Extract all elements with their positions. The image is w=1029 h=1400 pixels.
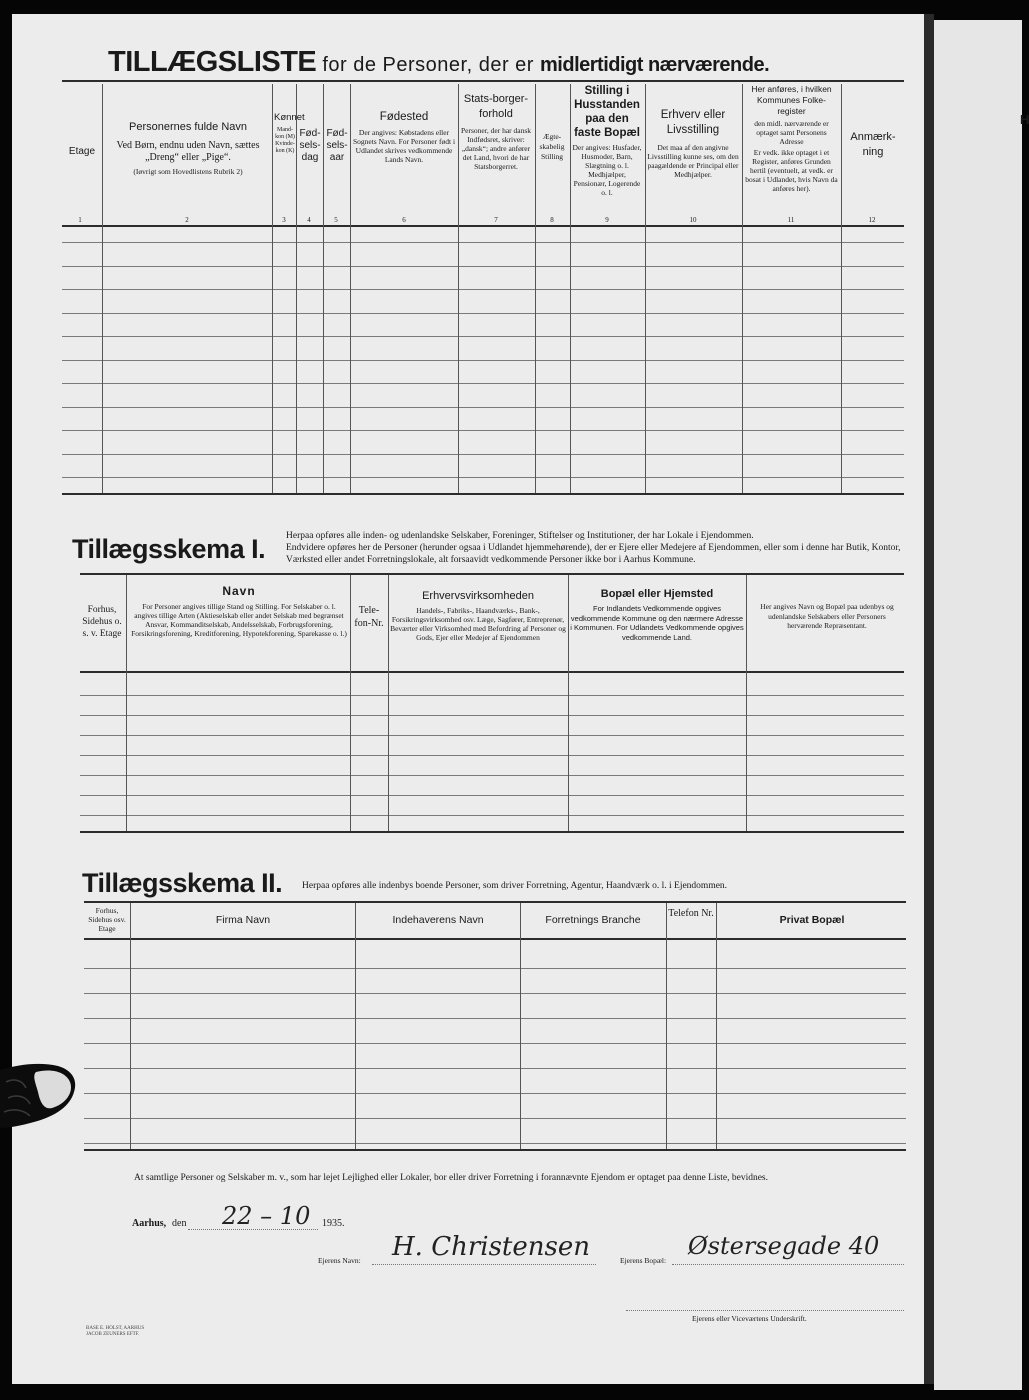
col-statsborger-title: Stats-borger-forhold: [463, 93, 529, 120]
col-foedselsaar-title: Fød-sels-aar: [326, 128, 348, 163]
handwritten-date: 22 – 10: [222, 1202, 311, 1230]
column-number: 12: [868, 216, 876, 224]
table-row-line: [62, 289, 904, 290]
col-stilling-sub: Der angives: Husfader, Husmoder, Barn, Slægtning o. l. Medhjælper, Pensionær, Logerende o. l.: [572, 143, 642, 197]
printer-imprint: BASE E. HOLST, AARHUS JACOB ZEUNERS EFTF.: [86, 1326, 145, 1337]
column-number: 11: [787, 216, 795, 224]
owner-name-label: Ejerens Navn:: [318, 1256, 361, 1265]
table-row-line: [84, 968, 906, 969]
thumb-image: [0, 1062, 78, 1132]
table-row-line: [62, 336, 904, 337]
title-rest: for de Personer, der er: [316, 54, 541, 76]
title-rest-bold: midlertidigt nærværende.: [540, 54, 770, 76]
col-koen-sub: Mand-kon (M) Kvinde-kon (K): [275, 127, 295, 154]
table-row-line: [62, 383, 904, 384]
column-divider: [666, 903, 667, 1149]
skema2-description: Herpaa opføres alle indenbys boende Personer, som driver Forretning, Agentur, Haandværk o. l. i Ejendommen.: [302, 881, 728, 891]
column-number: 3: [282, 216, 286, 224]
col-folkeregister-sub: den midl. nærværende er optaget samt Personens Adresse: [754, 119, 829, 146]
column-divider: [746, 575, 747, 831]
skema2-title: Tillægsskema II.: [82, 868, 283, 898]
year-label: 1935.: [322, 1218, 345, 1229]
s1-col-erhverv-title: Erhvervsvirksomheden: [422, 590, 534, 602]
col-folkeregister-note: Er vedk. ikke optaget i et Register, anføres Grunden hertil (eventuelt, at vedk. er bosat i Udlandet, hvis Navn da anføres her).: [745, 148, 838, 193]
column-divider: [350, 84, 351, 493]
table-row-line: [84, 1043, 906, 1044]
table-row-line: [84, 993, 906, 994]
table-row-line: [84, 1118, 906, 1119]
col-navn-note: (Iøvrigt som Hovedlistens Rubrik 2): [133, 167, 243, 176]
table-row-line: [62, 430, 904, 431]
table-row-line: [84, 1068, 906, 1069]
page-binding: [924, 14, 934, 1384]
column-divider: [388, 575, 389, 831]
col-navn-title: Personernes fulde Navn: [128, 121, 247, 133]
column-divider: [350, 575, 351, 831]
col-foedested-sub: Der angives: Købstadens eller Sognets Navn. For Personer født i Udlandet skrives vedkommende Lands Navn.: [352, 128, 456, 164]
attestation-text: At samtlige Personer og Selskaber m. v., som har lejet Lejlighed eller Lokaler, bor eller driver Forretning i forannævnte Ejendom er optaget paa denne Liste, bevidnes.: [134, 1173, 768, 1183]
facing-page: [934, 20, 1029, 1390]
col-foedselsdag-title: Fød-sels-dag: [299, 128, 321, 163]
col-navn-sub: Ved Børn, endnu uden Navn, sættes „Dreng“ eller „Pige“.: [116, 140, 260, 163]
table-row-line: [62, 454, 904, 455]
signature-label: Ejerens eller Viceværtens Underskrift.: [692, 1314, 807, 1323]
handwritten-owner-name: H. Christensen: [392, 1232, 590, 1262]
handwritten-owner-address: Østersegade 40: [688, 1232, 880, 1260]
column-number: 1: [78, 216, 82, 224]
col-stilling-title: Stilling i Husstanden paa den faste Bopæl: [574, 85, 640, 139]
table-row-line: [80, 815, 904, 816]
s1-col-telefon: Tele-fon-Nr.: [354, 605, 384, 629]
page-title: [108, 46, 769, 79]
s1-col-etage: Forhus, Sidehus o. s. v. Etage: [82, 605, 122, 639]
table-row-line: [80, 695, 904, 696]
table-row-line: [62, 266, 904, 267]
column-divider: [102, 84, 103, 493]
col-foedested-title: Fødested: [379, 111, 429, 123]
table-row-line: [62, 477, 904, 478]
column-number: 7: [494, 216, 498, 224]
s1-col-bopael-title: Bopæl eller Hjemsted: [600, 588, 714, 600]
col-aegteskab-title: Ægte-skabelig Stilling: [539, 132, 565, 161]
column-divider: [296, 84, 297, 493]
table-row-line: [62, 313, 904, 314]
table-row-line: [80, 775, 904, 776]
col-erhverv-sub: Det maa af den angivne Livsstilling kunne ses, om den paagældende er Principal eller Medhjælper.: [647, 143, 739, 179]
column-number: 8: [550, 216, 554, 224]
skema1-desc-a: Herpaa opføres alle inden- og udenlandske Selskaber, Foreninger, Stiftelser og Institutioner, der har Lokale i Ejendommen.: [286, 531, 754, 541]
table-row-line: [84, 1143, 906, 1144]
s1-col-bopael-sub: For Indlandets Vedkommende opgives vedkommende Kommune og den nærmere Adresse i Kommunen. For Udlandets Vedkommende opgives vedkommende Land.: [570, 604, 744, 642]
owner-address-label: Ejerens Bopæl:: [620, 1256, 667, 1265]
s2-col-indehaver: Indehaverens Navn: [392, 914, 484, 926]
table-row-line: [62, 407, 904, 408]
column-divider: [742, 84, 743, 493]
column-divider: [568, 575, 569, 831]
s1-col-repraesentant: Her angives Navn og Bopæl paa udenbys og udenlandske Selskabers eller Personers herværende Repræsentant.: [760, 602, 894, 630]
column-number: 6: [402, 216, 406, 224]
skema1-desc-b: Endvidere opføres her de Personer (herunder ogsaa i Udlandet hjemmehørende), der er Ejere eller Medejere af Ejendommen, eller som i denne har Butik, Kontor, Værksted eller andet Forretningslokale, alt forsaavidt vedkommende Personer ikke bor i Aarhus Kommune.: [286, 543, 901, 565]
facing-page-letter: H: [1020, 112, 1029, 127]
column-divider: [716, 903, 717, 1149]
table-row-line: [80, 715, 904, 716]
table-row-line: [62, 242, 904, 243]
column-number: 10: [689, 216, 697, 224]
column-number: 2: [185, 216, 189, 224]
s2-col-privat-bopael: Privat Bopæl: [779, 914, 845, 926]
s2-col-branche: Forretnings Branche: [545, 914, 641, 926]
column-number: 4: [307, 216, 311, 224]
column-divider: [130, 903, 131, 1149]
s2-col-etage: Forhus, Sidehus osv. Etage: [88, 906, 126, 933]
s2-col-firma: Firma Navn: [215, 914, 271, 926]
col-erhverv-title: Erhverv eller Livsstilling: [660, 109, 726, 136]
column-divider: [355, 903, 356, 1149]
col-statsborger-sub: Personer, der har dansk Indfødsret, skriver: „dansk“; andre anfører det Land, hvori de har Statsborgerret.: [460, 126, 532, 171]
table-row-line: [84, 1093, 906, 1094]
s1-col-erhverv-sub: Handels-, Fabriks-, Haandværks-, Bank-, Forsikringsvirksomhed osv. Læge, Sagfører, Entreprenør, Beværter eller Virksomhed med Befordring af Personer og Gods, Ejer eller Medejer af Ejendommen: [390, 606, 566, 642]
col-etage-title: Etage: [68, 146, 96, 157]
skema1-description: [286, 530, 908, 566]
column-divider: [323, 84, 324, 493]
city-label: Aarhus,: [132, 1218, 167, 1229]
table-row-line: [80, 735, 904, 736]
table-row-line: [62, 360, 904, 361]
column-divider: [520, 903, 521, 1149]
s1-col-navn-title: Navn: [222, 584, 256, 598]
s1-col-navn-sub: For Personer angives tillige Stand og Stilling. For Selskaber o. l. angives tillige Arten (Aktieselskab eller andet Selskab med begrænset Ansvar, Kommanditselskab, Andelsselskab, Forbrugsforening, Forsikringsforening, Kreditforening, Hypotekforening, Sparekasse o. l.): [131, 602, 347, 638]
column-divider: [126, 575, 127, 831]
col-anmaerkning-title: Anmærk-ning: [850, 131, 896, 158]
table-row-line: [80, 795, 904, 796]
col-folkeregister-title: Her anføres, i hvilken Kommunes Folke-register: [751, 84, 832, 116]
skema1-title: Tillægsskema I.: [72, 534, 266, 564]
table-row-line: [84, 1018, 906, 1019]
table-row-line: [80, 755, 904, 756]
column-divider: [272, 84, 273, 493]
den-label: den: [172, 1218, 187, 1229]
col-koen-title: Kønnet: [274, 112, 305, 123]
s2-col-telefon: Telefon Nr.: [668, 908, 714, 919]
column-number: 5: [334, 216, 338, 224]
column-number: 9: [605, 216, 609, 224]
title-main: TILLÆGSLISTE: [108, 46, 317, 78]
